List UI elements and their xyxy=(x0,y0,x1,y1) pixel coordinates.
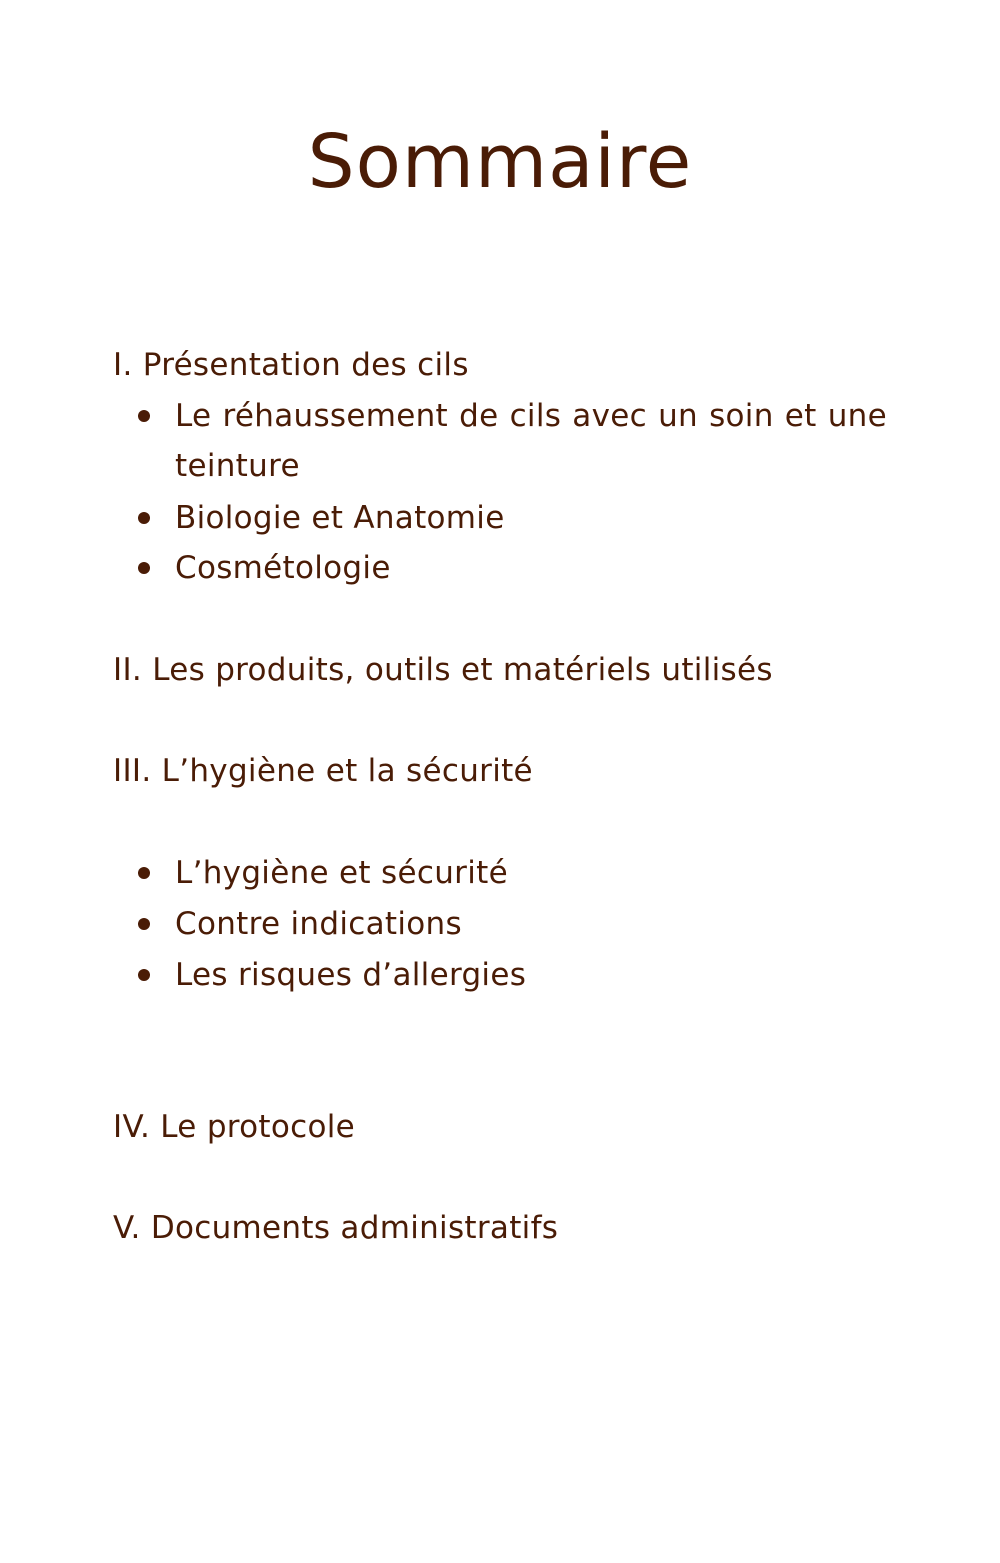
page-title: Sommaire xyxy=(307,119,693,205)
toc-item: Le réhaussement de cils avec un soin et une teinture xyxy=(175,398,887,484)
bullet-icon xyxy=(138,969,150,981)
toc-item: Contre indications xyxy=(175,906,462,942)
bullet-icon xyxy=(138,867,150,879)
toc-section-2-heading: II. Les produits, outils et matériels utilisés xyxy=(113,652,773,688)
toc-item: Cosmétologie xyxy=(175,550,391,586)
bullet-icon xyxy=(138,562,150,574)
toc-item: Biologie et Anatomie xyxy=(175,500,505,536)
toc-item: Les risques d’allergies xyxy=(175,957,527,993)
bullet-icon xyxy=(138,512,150,524)
toc-item: L’hygiène et sécurité xyxy=(175,855,508,891)
toc-section-3-heading: III. L’hygiène et la sécurité xyxy=(113,753,533,789)
toc-section-5-heading: V. Documents administratifs xyxy=(113,1210,559,1246)
toc-section-1-heading: I. Présentation des cils xyxy=(113,347,469,383)
bullet-icon xyxy=(138,410,150,422)
toc-section-4-heading: IV. Le protocole xyxy=(113,1109,356,1145)
bullet-icon xyxy=(138,918,150,930)
